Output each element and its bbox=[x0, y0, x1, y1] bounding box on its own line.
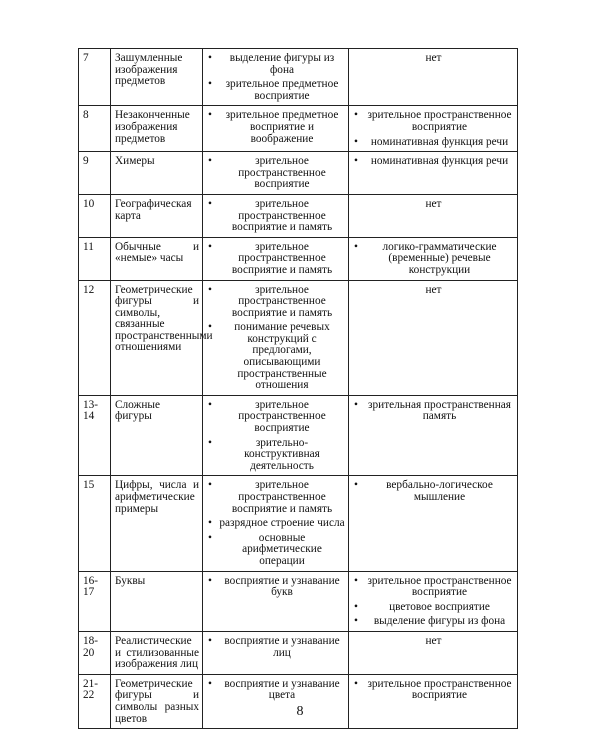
bullet-icon: • bbox=[354, 574, 358, 587]
bullet-item bbox=[207, 518, 345, 530]
skills-table bbox=[78, 48, 518, 729]
row-material: Цифры, числа и арифметические примеры bbox=[111, 476, 203, 571]
row-number: 18-20 bbox=[79, 631, 111, 674]
row-primary-functions bbox=[203, 631, 349, 674]
bullet-item bbox=[353, 616, 514, 628]
row-number: 15 bbox=[79, 476, 111, 571]
bullet-item bbox=[207, 53, 345, 76]
bullet-text: вербально-логическое мышление bbox=[386, 479, 493, 503]
bullet-icon: • bbox=[354, 135, 358, 148]
bullet-text: зрительное пространственное восприятие bbox=[238, 155, 326, 191]
bullet-text: восприятие и узнавание букв bbox=[224, 574, 340, 599]
row-material: Географическая карта bbox=[111, 194, 203, 237]
bullet-text: восприятие и узнавание цвета bbox=[224, 677, 340, 702]
bullet-text: зрительное пространственное восприятие bbox=[367, 574, 512, 599]
bullet-icon: • bbox=[208, 240, 212, 253]
bullet-text: зрительная пространственная память bbox=[368, 398, 511, 423]
bullet-text: зрительное пространственное восприятие bbox=[238, 398, 326, 435]
bullet-icon: • bbox=[208, 479, 212, 492]
row-primary-functions bbox=[203, 237, 349, 280]
bullet-icon: • bbox=[354, 615, 358, 628]
bullet-list bbox=[207, 53, 345, 102]
bullet-list bbox=[353, 156, 514, 168]
bullet-list bbox=[353, 679, 514, 702]
bullet-item bbox=[207, 242, 345, 277]
row-number: 7 bbox=[79, 49, 111, 106]
row-number: 8 bbox=[79, 106, 111, 152]
bullet-icon: • bbox=[208, 436, 212, 449]
bullet-list bbox=[353, 400, 514, 423]
table-row bbox=[79, 571, 518, 631]
row-secondary-functions: нет bbox=[349, 631, 518, 674]
table-row bbox=[79, 106, 518, 152]
bullet-list bbox=[353, 576, 514, 628]
bullet-icon: • bbox=[208, 531, 212, 544]
row-secondary-functions bbox=[349, 152, 518, 195]
bullet-icon: • bbox=[354, 398, 358, 411]
row-primary-functions bbox=[203, 194, 349, 237]
bullet-icon: • bbox=[208, 155, 212, 168]
bullet-list bbox=[207, 679, 345, 702]
bullet-item bbox=[207, 576, 345, 599]
bullet-text: номинативная функция речи bbox=[370, 135, 509, 148]
row-primary-functions bbox=[203, 152, 349, 195]
bullet-text: зрительное пространственное восприятие и память bbox=[231, 283, 333, 319]
bullet-icon: • bbox=[208, 517, 212, 530]
bullet-item bbox=[207, 110, 345, 145]
row-material: Незаконченные изображения предметов bbox=[111, 106, 203, 152]
row-material: Обычные и «немые» часы bbox=[111, 237, 203, 280]
bullet-icon: • bbox=[208, 634, 212, 647]
bullet-text: выделение фигуры из фона bbox=[373, 615, 506, 628]
bullet-list bbox=[207, 156, 345, 191]
row-number: 21-22 bbox=[79, 674, 111, 728]
bullet-list bbox=[207, 480, 345, 567]
bullet-item bbox=[353, 110, 514, 133]
bullet-text: зрительное пространственное восприятие и память bbox=[231, 240, 333, 276]
bullet-item bbox=[207, 156, 345, 191]
row-material: Геометрические фигуры и символы разных цветов bbox=[111, 674, 203, 728]
table-row bbox=[79, 237, 518, 280]
bullet-text: зрительно-конструктивная деятельность bbox=[244, 436, 320, 472]
page-number: 8 bbox=[296, 704, 304, 719]
bullet-item bbox=[353, 242, 514, 277]
bullet-item bbox=[353, 602, 514, 614]
row-secondary-functions bbox=[349, 106, 518, 152]
bullet-text: зрительное пространственное восприятие bbox=[367, 677, 512, 702]
row-secondary-functions bbox=[349, 476, 518, 571]
row-secondary-functions bbox=[349, 674, 518, 728]
row-primary-functions bbox=[203, 106, 349, 152]
bullet-text: разрядное строение числа bbox=[219, 517, 345, 530]
bullet-icon: • bbox=[208, 574, 212, 587]
row-secondary-functions: нет bbox=[349, 194, 518, 237]
bullet-icon: • bbox=[354, 155, 358, 168]
bullet-item bbox=[353, 156, 514, 168]
bullet-text: цветовое восприятие bbox=[389, 600, 490, 613]
row-material: Буквы bbox=[111, 571, 203, 631]
row-secondary-functions bbox=[349, 571, 518, 631]
bullet-item bbox=[207, 533, 345, 568]
bullet-list bbox=[353, 242, 514, 277]
bullet-icon: • bbox=[208, 283, 212, 296]
bullet-item bbox=[207, 636, 345, 659]
row-primary-functions bbox=[203, 476, 349, 571]
bullet-icon: • bbox=[208, 109, 212, 122]
row-secondary-functions bbox=[349, 237, 518, 280]
row-number: 16-17 bbox=[79, 571, 111, 631]
bullet-text: зрительное предметное восприятие и воображение bbox=[225, 109, 339, 145]
bullet-list bbox=[207, 636, 345, 659]
bullet-item bbox=[207, 322, 345, 392]
row-primary-functions bbox=[203, 674, 349, 728]
row-number: 12 bbox=[79, 280, 111, 395]
table-row bbox=[79, 280, 518, 395]
row-primary-functions bbox=[203, 49, 349, 106]
row-material: Зашумленные изображения предметов bbox=[111, 49, 203, 106]
bullet-list bbox=[207, 285, 345, 392]
bullet-icon: • bbox=[208, 78, 212, 91]
row-secondary-functions: нет bbox=[349, 49, 518, 106]
bullet-list bbox=[353, 110, 514, 148]
bullet-icon: • bbox=[208, 197, 212, 210]
bullet-icon: • bbox=[208, 52, 212, 64]
bullet-text: зрительное предметное восприятие bbox=[225, 78, 339, 102]
table-row bbox=[79, 49, 518, 106]
bullet-text: понимание речевых конструкций с предлогами, описывающими пространственные отношения bbox=[234, 321, 330, 392]
bullet-text: зрительное пространственное восприятие и память bbox=[231, 479, 333, 515]
bullet-list bbox=[207, 199, 345, 234]
bullet-text: основные арифметические операции bbox=[242, 531, 322, 567]
bullet-text: восприятие и узнавание лиц bbox=[224, 634, 340, 659]
bullet-text: выделение фигуры из фона bbox=[229, 52, 335, 76]
bullet-item bbox=[353, 679, 514, 702]
bullet-text: номинативная функция речи bbox=[370, 155, 509, 168]
bullet-item bbox=[207, 480, 345, 515]
bullet-item bbox=[207, 438, 345, 473]
row-number: 10 bbox=[79, 194, 111, 237]
row-primary-functions bbox=[203, 395, 349, 476]
bullet-item bbox=[207, 79, 345, 102]
row-material: Реалистические и стилизованные изображения лиц bbox=[111, 631, 203, 674]
bullet-icon: • bbox=[208, 321, 212, 334]
bullet-item bbox=[353, 137, 514, 149]
bullet-icon: • bbox=[354, 600, 358, 613]
row-material: Сложные фигуры bbox=[111, 395, 203, 476]
bullet-item bbox=[207, 400, 345, 435]
bullet-list bbox=[353, 480, 514, 503]
bullet-list bbox=[207, 576, 345, 599]
bullet-icon: • bbox=[354, 479, 358, 492]
row-secondary-functions bbox=[349, 395, 518, 476]
table-row bbox=[79, 194, 518, 237]
table-row bbox=[79, 674, 518, 728]
bullet-icon: • bbox=[354, 240, 358, 253]
table-row bbox=[79, 395, 518, 476]
bullet-list bbox=[207, 400, 345, 473]
bullet-icon: • bbox=[208, 677, 212, 690]
bullet-text: логико-грамматические (временные) речевые конструкции bbox=[382, 240, 497, 276]
row-number: 13-14 bbox=[79, 395, 111, 476]
bullet-icon: • bbox=[208, 398, 212, 411]
bullet-text: зрительное пространственное восприятие и память bbox=[231, 197, 333, 234]
bullet-icon: • bbox=[354, 109, 358, 122]
bullet-item bbox=[207, 199, 345, 234]
table-row bbox=[79, 152, 518, 195]
table-row bbox=[79, 631, 518, 674]
bullet-item bbox=[353, 480, 514, 503]
row-material: Геометрические фигуры и символы, связанные пространственными отношениями bbox=[111, 280, 203, 395]
bullet-item bbox=[207, 679, 345, 702]
row-number: 9 bbox=[79, 152, 111, 195]
row-number: 11 bbox=[79, 237, 111, 280]
bullet-item bbox=[207, 285, 345, 320]
bullet-list bbox=[207, 110, 345, 145]
table-body bbox=[79, 49, 518, 729]
table-row bbox=[79, 476, 518, 571]
bullet-item bbox=[353, 576, 514, 599]
bullet-icon: • bbox=[354, 677, 358, 690]
bullet-list bbox=[207, 242, 345, 277]
row-material: Химеры bbox=[111, 152, 203, 195]
bullet-text: зрительное пространственное восприятие bbox=[367, 109, 512, 133]
bullet-item bbox=[353, 400, 514, 423]
row-primary-functions bbox=[203, 571, 349, 631]
row-primary-functions bbox=[203, 280, 349, 395]
row-secondary-functions: нет bbox=[349, 280, 518, 395]
